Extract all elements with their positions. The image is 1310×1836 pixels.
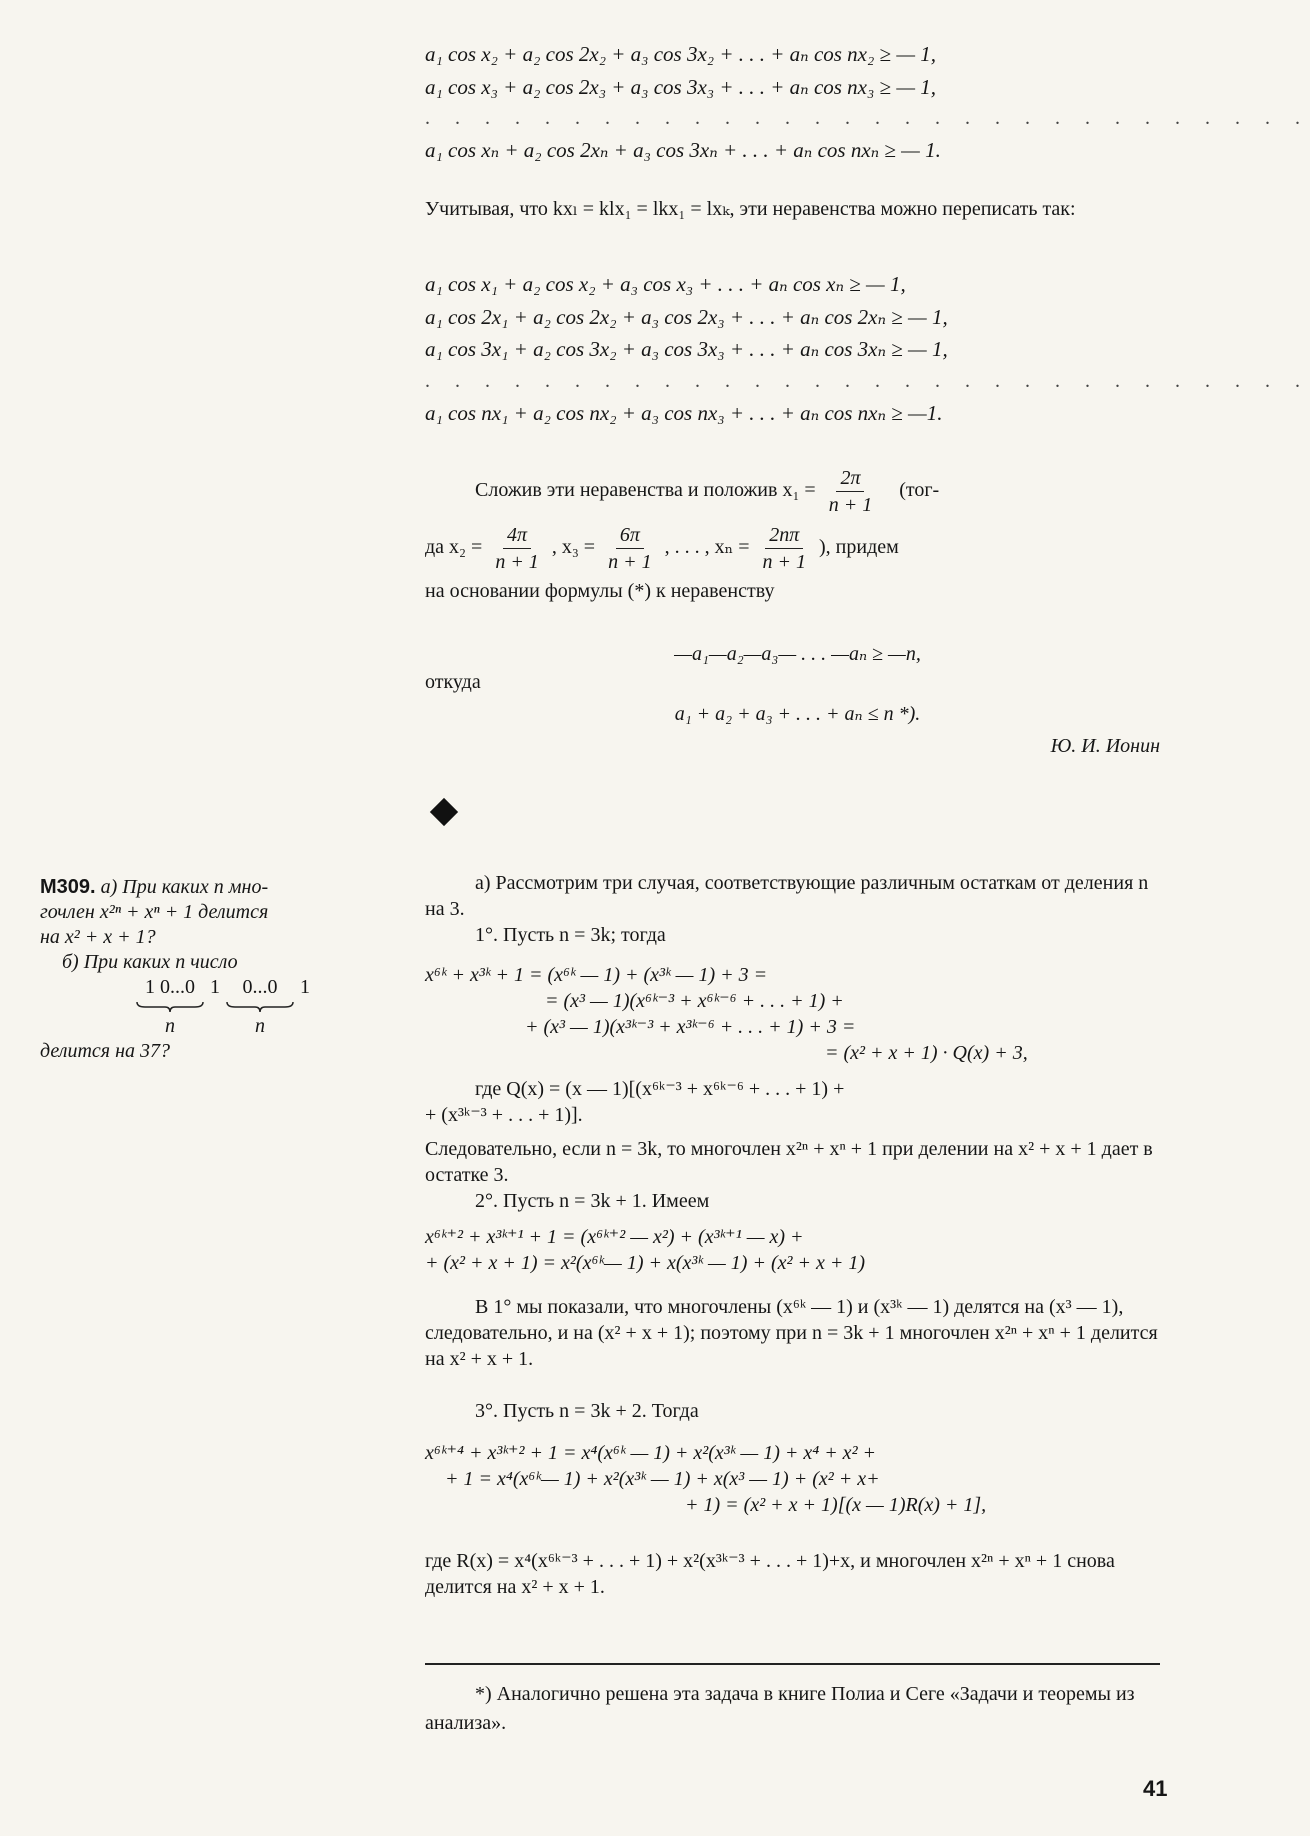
sum-text-1: Сложив эти неравенства и положив x₁ = xyxy=(475,479,816,502)
ellipsis-row: . . . . . . . . . . . . . . . . . . . . . . . . . . . . . . xyxy=(425,107,1310,130)
problem-b-line1: б) При каких n число xyxy=(62,951,238,973)
footnote: *) Аналогично решена эта задача в книге Полиа и Сеге «Задачи и теоремы из анализа». xyxy=(425,1683,1135,1734)
page-number: 41 xyxy=(1143,1776,1168,1801)
case1-conclusion: Следовательно, если n = 3k, то многочлен x²ⁿ + xⁿ + 1 при делении на x² + x + 1 дает в остатке 3. 2°. Пусть n = 3k + 1. Имеем xyxy=(425,1136,1160,1214)
rewritten-inequalities xyxy=(425,268,1310,429)
case3-heading: 3°. Пусть n = 3k + 2. Тогда xyxy=(475,1400,699,1422)
underbrace-icon xyxy=(135,1000,205,1014)
fraction-x3: $\frac{6\pi}{n + 1}$ xyxy=(608,524,652,573)
ellipsis-row: . . . . . . . . . . . . . . . . . . . . . . . . . . . . . . xyxy=(425,369,1310,392)
fraction-x2: $\frac{4\pi}{n + 1}$ xyxy=(495,524,539,573)
equation-line: + (x² + x + 1) = x²(x⁶ᵏ— 1) + x(x³ᵏ — 1) + (x² + x + 1) xyxy=(425,1252,866,1274)
case3-where: где R(x) = x⁴(x⁶ᵏ⁻³ + . . . + 1) + x²(x³ᵏ⁻³ + . . . + 1)+x, и многочлен x²ⁿ + xⁿ + 1 снова делится на x² + x + 1. xyxy=(425,1550,1115,1598)
considering-paragraph: Учитывая, что kxₗ = klx₁ = lkx₁ = lxₖ, эти неравенства можно переписать так: xyxy=(425,198,1076,220)
equation-line: + 1) = (x² + x + 1)[(x — 1)R(x) + 1], xyxy=(685,1494,987,1516)
equation-line: x⁶ᵏ + x³ᵏ + 1 = (x⁶ᵏ — 1) + (x³ᵏ — 1) + 3 = xyxy=(425,964,768,986)
underbrace-icon xyxy=(225,1000,295,1014)
equation-line: a₁ cos 2x₁ + a₂ cos 2x₂ + a₃ cos 2x₃ + . . . + aₙ cos 2xₙ ≥ — 1, xyxy=(425,304,948,329)
problem-b-line3: делится на 37? xyxy=(40,1040,170,1062)
final-result: a₁ + a₂ + a₃ + . . . + aₙ ≤ n *). xyxy=(674,703,921,725)
sum-text-6: ), придем xyxy=(819,536,899,559)
footnote-separator xyxy=(425,1663,1160,1665)
sum-text-7: на основании формулы (*) к неравенству xyxy=(425,580,775,602)
section-diamond-icon xyxy=(430,798,458,826)
equation-line: a₁ cos 3x₁ + a₂ cos 3x₂ + a₃ cos 3x₃ + . . . + aₙ cos 3xₙ ≥ — 1, xyxy=(425,337,948,362)
case1-heading: 1°. Пусть n = 3k; тогда xyxy=(475,924,666,946)
fraction-x1: $\frac{2\pi}{n + 1}$ xyxy=(828,467,873,516)
equation-line: a₁ cos x₃ + a₂ cos 2x₃ + a₃ cos 3x₃ + . . . + aₙ cos nx₃ ≥ — 1, xyxy=(425,74,937,99)
equation-line: = (x³ — 1)(x⁶ᵏ⁻³ + x⁶ᵏ⁻⁶ + . . . + 1) + xyxy=(545,990,844,1012)
sum-text-4: , x₃ = xyxy=(551,536,596,559)
sum-inequality: —a₁—a₂—a₃— . . . —aₙ ≥ —n, xyxy=(674,643,921,665)
equation-line: a₁ cos x₁ + a₂ cos x₂ + a₃ cos x₃ + . . . + aₙ cos xₙ ≥ — 1, xyxy=(425,272,906,296)
equation-line: a₁ cos x₂ + a₂ cos 2x₂ + a₃ cos 3x₂ + . . . + aₙ cos nx₂ ≥ — 1, xyxy=(425,42,937,66)
top-inequalities xyxy=(425,38,1310,167)
problem-a-line3: на x² + x + 1? xyxy=(40,926,156,948)
problem-label: M309. xyxy=(40,876,96,898)
number-group-right: 0...0 n xyxy=(225,975,295,1039)
equation-line: x⁶ᵏ⁺⁴ + x³ᵏ⁺² + 1 = x⁴(x⁶ᵏ — 1) + x²(x³ᵏ — 1) + x⁴ + x² + xyxy=(425,1442,877,1464)
case2-heading: 2°. Пусть n = 3k + 1. Имеем xyxy=(475,1190,710,1212)
equation-line: = (x² + x + 1) · Q(x) + 3, xyxy=(825,1042,1028,1064)
case1-where: где Q(x) = (x — 1)[(x⁶ᵏ⁻³ + x⁶ᵏ⁻⁶ + . . . + 1) + + (x³ᵏ⁻³ + . . . + 1)]. xyxy=(425,1078,845,1126)
summation-paragraph xyxy=(425,465,1170,605)
number-last-digit: 1 xyxy=(300,976,310,998)
problem-a-line1: а) При каких n мно- xyxy=(100,876,269,898)
equation-line: + (x³ — 1)(x³ᵏ⁻³ + x³ᵏ⁻⁶ + . . . + 1) + 3 = xyxy=(525,1016,856,1038)
equation-line: a₁ cos nx₁ + a₂ cos nx₂ + a₃ cos nx₃ + . . . + aₙ cos nxₙ ≥ —1. xyxy=(425,400,943,425)
solution-intro: а) Рассмотрим три случая, соответствующие различным остаткам от деления n на 3. 1°. Пусть n = 3k; тогда xyxy=(425,870,1170,948)
case2-text: В 1° мы показали, что многочлены (x⁶ᵏ — 1) и (x³ᵏ — 1) делятся на (x³ — 1), следовательно, и на (x² + x + 1); поэтому при n = 3k + 1 многочлен x²ⁿ + xⁿ + 1 делится на x² + x + 1. xyxy=(425,1296,1158,1370)
fraction-xn: $\frac{2n\pi}{n + 1}$ xyxy=(762,524,807,573)
number-group-left: 1 0...0 n xyxy=(135,975,205,1039)
problem-number xyxy=(40,975,400,1039)
sum-text-2: (тог- xyxy=(899,479,940,502)
whence-word: откуда xyxy=(425,671,481,693)
case2-equations xyxy=(425,1224,1170,1276)
problem-a-line2: гочлен x²ⁿ + xⁿ + 1 делится xyxy=(40,901,269,923)
sum-text-3: да x₂ = xyxy=(425,536,483,559)
case1-equations xyxy=(425,962,1170,1066)
equation-line: + 1 = x⁴(x⁶ᵏ— 1) + x²(x³ᵏ — 1) + x(x³ — 1) + (x² + x+ xyxy=(445,1468,880,1490)
case3-equations xyxy=(425,1440,1170,1518)
problem-statement xyxy=(40,875,400,1064)
author-signature: Ю. И. Ионин xyxy=(1050,735,1160,757)
number-middle-digit: 1 xyxy=(210,976,220,998)
sum-text-5: , . . . , xₙ = xyxy=(664,536,750,559)
equation-line: x⁶ᵏ⁺² + x³ᵏ⁺¹ + 1 = (x⁶ᵏ⁺² — x²) + (x³ᵏ⁺¹ — x) + xyxy=(425,1226,804,1248)
equation-line: a₁ cos xₙ + a₂ cos 2xₙ + a₃ cos 3xₙ + . . . + aₙ cos nxₙ ≥ — 1. xyxy=(425,138,941,163)
